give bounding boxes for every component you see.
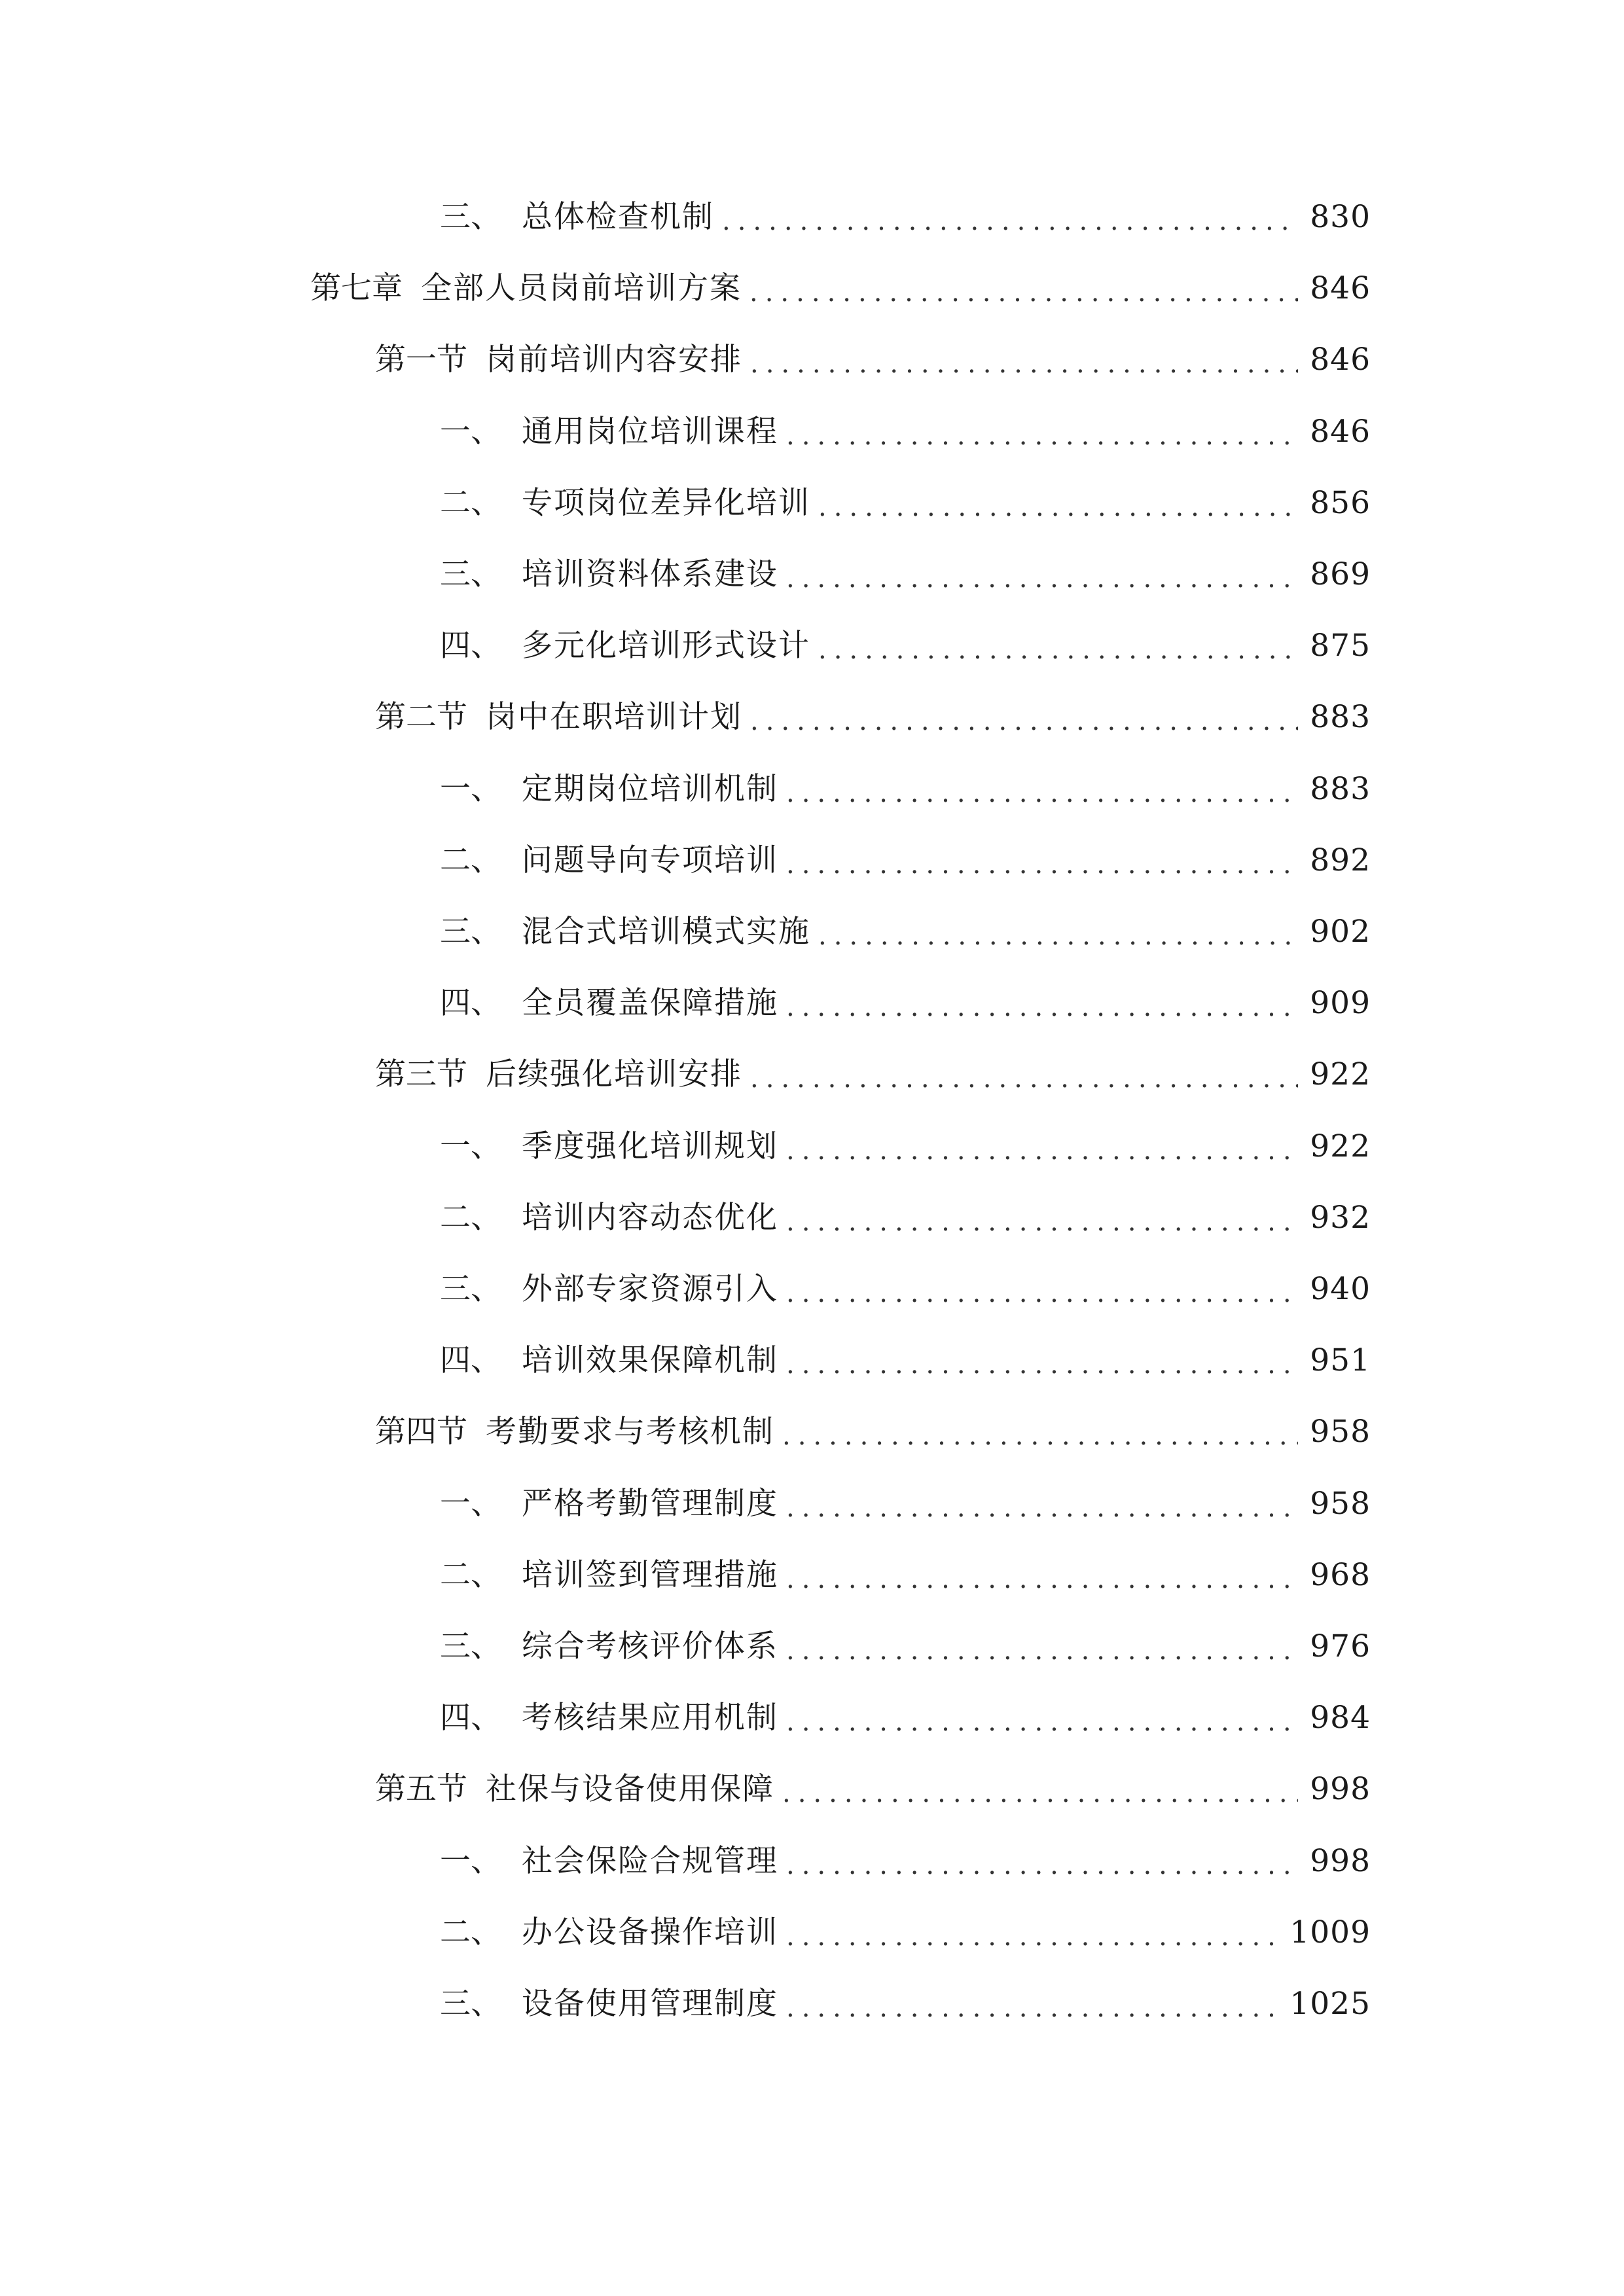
toc-entry-number: 第五节 <box>375 1771 467 1807</box>
toc-entry-page-number: 958 <box>1310 1486 1371 1522</box>
toc-entry-number: 四、 <box>440 1700 501 1736</box>
dot-leader <box>786 406 1298 458</box>
toc-entry-page-number: 909 <box>1310 985 1371 1021</box>
toc-entry-title: 培训签到管理措施 <box>522 1557 778 1593</box>
toc-entry[interactable] <box>440 906 1371 958</box>
dot-leader <box>786 1192 1298 1244</box>
toc-entry-title: 全员覆盖保障措施 <box>522 985 778 1021</box>
toc-entry-number: 二、 <box>440 1200 501 1236</box>
toc-entry-page-number: 932 <box>1310 1200 1371 1236</box>
toc-entry-title: 社保与设备使用保障 <box>486 1771 774 1807</box>
toc-entry-title: 培训资料体系建设 <box>522 556 778 592</box>
dot-leader <box>818 906 1298 958</box>
toc-entry[interactable] <box>440 763 1371 816</box>
dot-leader <box>786 1835 1298 1888</box>
toc-entry[interactable] <box>440 406 1371 458</box>
toc-entry-page-number: 846 <box>1310 342 1371 378</box>
toc-entry-page-number: 951 <box>1310 1342 1371 1378</box>
toc-entry[interactable] <box>375 691 1371 744</box>
toc-entry-number: 二、 <box>440 1914 501 1950</box>
toc-entry-number: 第四节 <box>375 1414 467 1450</box>
toc-entry-title: 多元化培训形式设计 <box>522 628 810 664</box>
dot-leader <box>786 548 1298 601</box>
toc-entry-page-number: 830 <box>1310 199 1371 235</box>
dot-leader <box>786 763 1298 816</box>
toc-entry-page-number: 869 <box>1310 556 1371 592</box>
toc-entry[interactable] <box>440 1621 1371 1673</box>
dot-leader <box>818 620 1298 672</box>
toc-entry[interactable] <box>440 1692 1371 1744</box>
toc-entry-title: 岗中在职培训计划 <box>486 699 742 735</box>
toc-entry-page-number: 984 <box>1310 1700 1371 1736</box>
toc-entry-page-number: 902 <box>1310 914 1371 950</box>
toc-entry-title: 社会保险合规管理 <box>522 1843 778 1879</box>
toc-entry[interactable] <box>440 1835 1371 1888</box>
dot-leader <box>786 1907 1278 1959</box>
toc-entry-title: 定期岗位培训机制 <box>522 771 778 807</box>
toc-entry-page-number: 846 <box>1310 414 1371 450</box>
dot-leader <box>786 1621 1298 1673</box>
toc-entry-title: 季度强化培训规划 <box>522 1128 778 1164</box>
toc-entry-number: 二、 <box>440 1557 501 1593</box>
toc-entry-title: 后续强化培训安排 <box>486 1056 742 1092</box>
toc-entry[interactable] <box>440 477 1371 529</box>
dot-leader <box>782 1763 1298 1816</box>
dot-leader <box>786 1263 1298 1316</box>
toc-entry-page-number: 998 <box>1310 1843 1371 1879</box>
toc-entry-title: 培训效果保障机制 <box>522 1342 778 1378</box>
toc-entry[interactable] <box>375 1049 1371 1101</box>
toc-entry-page-number: 940 <box>1310 1271 1371 1307</box>
toc-entry-page-number: 892 <box>1310 842 1371 878</box>
dot-leader <box>749 262 1298 315</box>
toc-entry-title: 问题导向专项培训 <box>522 842 778 878</box>
toc-entry-number: 三、 <box>440 199 501 235</box>
toc-entry[interactable] <box>440 191 1371 243</box>
toc-entry[interactable] <box>440 548 1371 601</box>
toc-entry-number: 三、 <box>440 1986 501 2022</box>
toc-entry-number: 一、 <box>440 771 501 807</box>
dot-leader <box>750 691 1298 744</box>
toc-entry-page-number: 922 <box>1310 1056 1371 1092</box>
toc-entry[interactable] <box>440 620 1371 672</box>
toc-entry-number: 二、 <box>440 842 501 878</box>
toc-entry-title: 培训内容动态优化 <box>522 1200 778 1236</box>
toc-entry-page-number: 968 <box>1310 1557 1371 1593</box>
dot-leader <box>722 191 1298 243</box>
toc-entry-title: 全部人员岗前培训方案 <box>421 270 742 306</box>
toc-entry-title: 总体检查机制 <box>522 199 714 235</box>
toc-entry-title: 考勤要求与考核机制 <box>486 1414 774 1450</box>
toc-entry-title: 混合式培训模式实施 <box>522 914 810 950</box>
dot-leader <box>786 1121 1298 1173</box>
toc-entry-number: 三、 <box>440 914 501 950</box>
toc-entry-number: 第一节 <box>375 342 467 378</box>
dot-leader <box>786 1335 1298 1387</box>
toc-entry[interactable] <box>375 334 1371 386</box>
toc-entry-title: 办公设备操作培训 <box>522 1914 778 1950</box>
toc-entry-number: 二、 <box>440 485 501 521</box>
toc-entry-number: 一、 <box>440 1486 501 1522</box>
dot-leader <box>782 1406 1298 1458</box>
toc-entry-page-number: 976 <box>1310 1628 1371 1664</box>
toc-entry-page-number: 958 <box>1310 1414 1371 1450</box>
toc-entry-title: 严格考勤管理制度 <box>522 1486 778 1522</box>
toc-entry-number: 三、 <box>440 1271 501 1307</box>
toc-entry[interactable] <box>310 262 1371 315</box>
dot-leader <box>786 1549 1298 1602</box>
toc-entry[interactable] <box>440 834 1371 887</box>
toc-entry[interactable] <box>440 1978 1371 2030</box>
toc-entry[interactable] <box>375 1763 1371 1816</box>
toc-entry-number: 三、 <box>440 556 501 592</box>
toc-entry-number: 四、 <box>440 1342 501 1378</box>
toc-entry-page-number: 998 <box>1310 1771 1371 1807</box>
toc-entry-title: 综合考核评价体系 <box>522 1628 778 1664</box>
toc-entry[interactable] <box>440 1335 1371 1387</box>
toc-entry-number: 一、 <box>440 414 501 450</box>
toc-entry-number: 三、 <box>440 1628 501 1664</box>
dot-leader <box>786 834 1298 887</box>
toc-entry-page-number: 1009 <box>1290 1914 1371 1950</box>
toc-entry-number: 一、 <box>440 1843 501 1879</box>
toc-entry[interactable] <box>440 1263 1371 1316</box>
toc-entry[interactable] <box>440 1907 1371 1959</box>
dot-leader <box>818 477 1298 529</box>
toc-entry-title: 岗前培训内容安排 <box>486 342 742 378</box>
toc-entry-number: 第二节 <box>375 699 467 735</box>
dot-leader <box>786 1692 1298 1744</box>
dot-leader <box>786 1978 1278 2030</box>
dot-leader <box>750 1049 1298 1101</box>
toc-entry-number: 四、 <box>440 628 501 664</box>
toc-entry-page-number: 846 <box>1310 270 1371 306</box>
toc-entry[interactable] <box>440 977 1371 1030</box>
dot-leader <box>750 334 1298 386</box>
toc-entry-title: 专项岗位差异化培训 <box>522 485 810 521</box>
toc-entry-number: 一、 <box>440 1128 501 1164</box>
toc-entry-title: 外部专家资源引入 <box>522 1271 778 1307</box>
toc-entry-number: 第七章 <box>310 270 403 306</box>
toc-entry-title: 设备使用管理制度 <box>522 1986 778 2022</box>
dot-leader <box>786 977 1298 1030</box>
toc-entry-page-number: 883 <box>1310 771 1371 807</box>
toc-entry-number: 四、 <box>440 985 501 1021</box>
toc-entry[interactable] <box>440 1549 1371 1602</box>
toc-entry[interactable] <box>440 1478 1371 1530</box>
toc-entry[interactable] <box>440 1192 1371 1244</box>
toc-entry-page-number: 922 <box>1310 1128 1371 1164</box>
toc-entry[interactable] <box>375 1406 1371 1458</box>
toc-entry[interactable] <box>440 1121 1371 1173</box>
dot-leader <box>786 1478 1298 1530</box>
toc-entry-page-number: 875 <box>1310 628 1371 664</box>
toc-entry-page-number: 1025 <box>1290 1986 1371 2022</box>
toc-entry-title: 考核结果应用机制 <box>522 1700 778 1736</box>
toc-entry-page-number: 856 <box>1310 485 1371 521</box>
toc-entry-number: 第三节 <box>375 1056 467 1092</box>
toc-entry-page-number: 883 <box>1310 699 1371 735</box>
toc-entry-title: 通用岗位培训课程 <box>522 414 778 450</box>
